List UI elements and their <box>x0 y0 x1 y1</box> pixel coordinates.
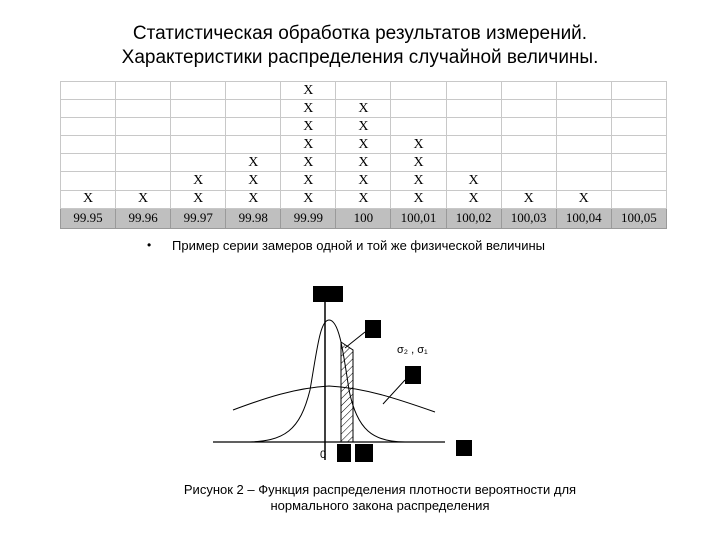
axis-label: 100,04 <box>556 208 611 228</box>
grid-cell <box>116 154 171 172</box>
grid-cell <box>116 136 171 154</box>
grid-cell: X <box>336 118 391 136</box>
normal-distribution-figure <box>205 280 505 470</box>
grid-cell <box>336 82 391 100</box>
grid-row <box>61 190 667 208</box>
grid-cell: X <box>281 172 336 190</box>
grid-cell: X <box>281 136 336 154</box>
grid-cell: X <box>336 172 391 190</box>
grid-cell <box>611 172 666 190</box>
grid-cell: X <box>391 136 446 154</box>
axis-label: 99.98 <box>226 208 281 228</box>
grid-cell <box>226 100 281 118</box>
grid-cell <box>611 82 666 100</box>
axis-label: 99.96 <box>116 208 171 228</box>
grid-cell <box>171 136 226 154</box>
grid-cell: X <box>171 172 226 190</box>
grid-cell <box>61 154 116 172</box>
grid-cell <box>446 100 501 118</box>
grid-cell <box>556 172 611 190</box>
grid-cell <box>556 118 611 136</box>
grid-row <box>61 82 667 100</box>
title-line-1: Статистическая обработка результатов измерений. <box>132 23 588 44</box>
grid-cell: X <box>226 172 281 190</box>
bullet: • <box>147 238 152 252</box>
grid-cell <box>556 154 611 172</box>
grid-cell <box>226 118 281 136</box>
grid-cell: X <box>501 190 556 208</box>
grid-cell <box>391 118 446 136</box>
grid-row <box>61 100 667 118</box>
grid-cell <box>611 190 666 208</box>
marker-box-mid <box>405 366 421 384</box>
grid-cell: X <box>391 190 446 208</box>
grid-cell: X <box>281 190 336 208</box>
axis-label: 100,01 <box>391 208 446 228</box>
grid-cell <box>116 82 171 100</box>
figure-caption <box>150 482 610 514</box>
marker-box-axis-end <box>456 440 472 456</box>
grid-cell: X <box>446 190 501 208</box>
grid-cell <box>116 100 171 118</box>
grid-cell: X <box>61 190 116 208</box>
grid-cell <box>556 82 611 100</box>
grid-cell <box>556 136 611 154</box>
axis-label: 100,03 <box>501 208 556 228</box>
example-caption: Пример серии замеров одной и той же физической величины <box>172 238 545 253</box>
grid-cell <box>501 118 556 136</box>
figure-caption-line-1: Рисунок 2 – Функция распределения плотности вероятности для <box>183 482 577 497</box>
grid-cell <box>556 100 611 118</box>
grid-row <box>61 136 667 154</box>
grid-cell <box>446 118 501 136</box>
grid-cell <box>61 100 116 118</box>
grid-row <box>61 118 667 136</box>
grid-cell <box>61 136 116 154</box>
grid-cell: X <box>116 190 171 208</box>
grid-cell <box>501 136 556 154</box>
marker-box-bottom-right <box>355 444 373 462</box>
grid-cell <box>611 118 666 136</box>
grid-cell <box>226 82 281 100</box>
grid-cell <box>446 154 501 172</box>
grid-cell <box>501 172 556 190</box>
origin-label: 0 <box>320 449 327 461</box>
grid-cell <box>446 136 501 154</box>
grid-cell: X <box>336 136 391 154</box>
figure-caption-line-2: нормального закона распределения <box>270 498 490 513</box>
grid-cell: X <box>391 154 446 172</box>
grid-cell <box>611 136 666 154</box>
grid-cell: X <box>226 154 281 172</box>
fx-label-box <box>313 286 343 302</box>
grid-cell <box>171 82 226 100</box>
grid-cell: X <box>226 190 281 208</box>
hatched-area <box>341 342 353 442</box>
grid-cell: X <box>336 190 391 208</box>
grid-cell <box>446 82 501 100</box>
grid-cell <box>171 118 226 136</box>
sigma-label: σ₂ , σ₁ <box>397 344 428 356</box>
grid-cell <box>611 100 666 118</box>
grid-cell <box>501 100 556 118</box>
grid-cell <box>116 118 171 136</box>
axis-label: 100 <box>336 208 391 228</box>
grid-axis-row <box>61 208 667 228</box>
histogram-grid <box>60 81 667 229</box>
grid-cell <box>391 100 446 118</box>
grid-cell <box>116 172 171 190</box>
grid-row <box>61 154 667 172</box>
wide-curve <box>233 386 435 412</box>
axis-label: 100,05 <box>611 208 666 228</box>
grid-cell: X <box>171 190 226 208</box>
grid-cell <box>501 82 556 100</box>
grid-cell: X <box>556 190 611 208</box>
marker-box-bottom-left <box>337 444 351 462</box>
marker-box-top <box>365 320 381 338</box>
grid-cell: X <box>281 118 336 136</box>
axis-label: 99.95 <box>61 208 116 228</box>
grid-cell: X <box>336 100 391 118</box>
grid-cell <box>61 82 116 100</box>
grid-cell: X <box>281 154 336 172</box>
grid-cell <box>171 100 226 118</box>
title-line-2: Характеристики распределения случайной величины. <box>121 47 599 68</box>
grid-cell: X <box>281 100 336 118</box>
grid-cell <box>226 136 281 154</box>
axis-label: 100,02 <box>446 208 501 228</box>
grid-cell <box>611 154 666 172</box>
grid-cell <box>61 172 116 190</box>
grid-cell: X <box>391 172 446 190</box>
grid-cell: X <box>281 82 336 100</box>
grid-cell <box>61 118 116 136</box>
grid-cell: X <box>446 172 501 190</box>
grid-row <box>61 172 667 190</box>
slide-title <box>0 22 720 70</box>
grid-cell <box>391 82 446 100</box>
grid-cell: X <box>336 154 391 172</box>
axis-label: 99.99 <box>281 208 336 228</box>
grid-cell <box>501 154 556 172</box>
axis-label: 99.97 <box>171 208 226 228</box>
grid-cell <box>171 154 226 172</box>
